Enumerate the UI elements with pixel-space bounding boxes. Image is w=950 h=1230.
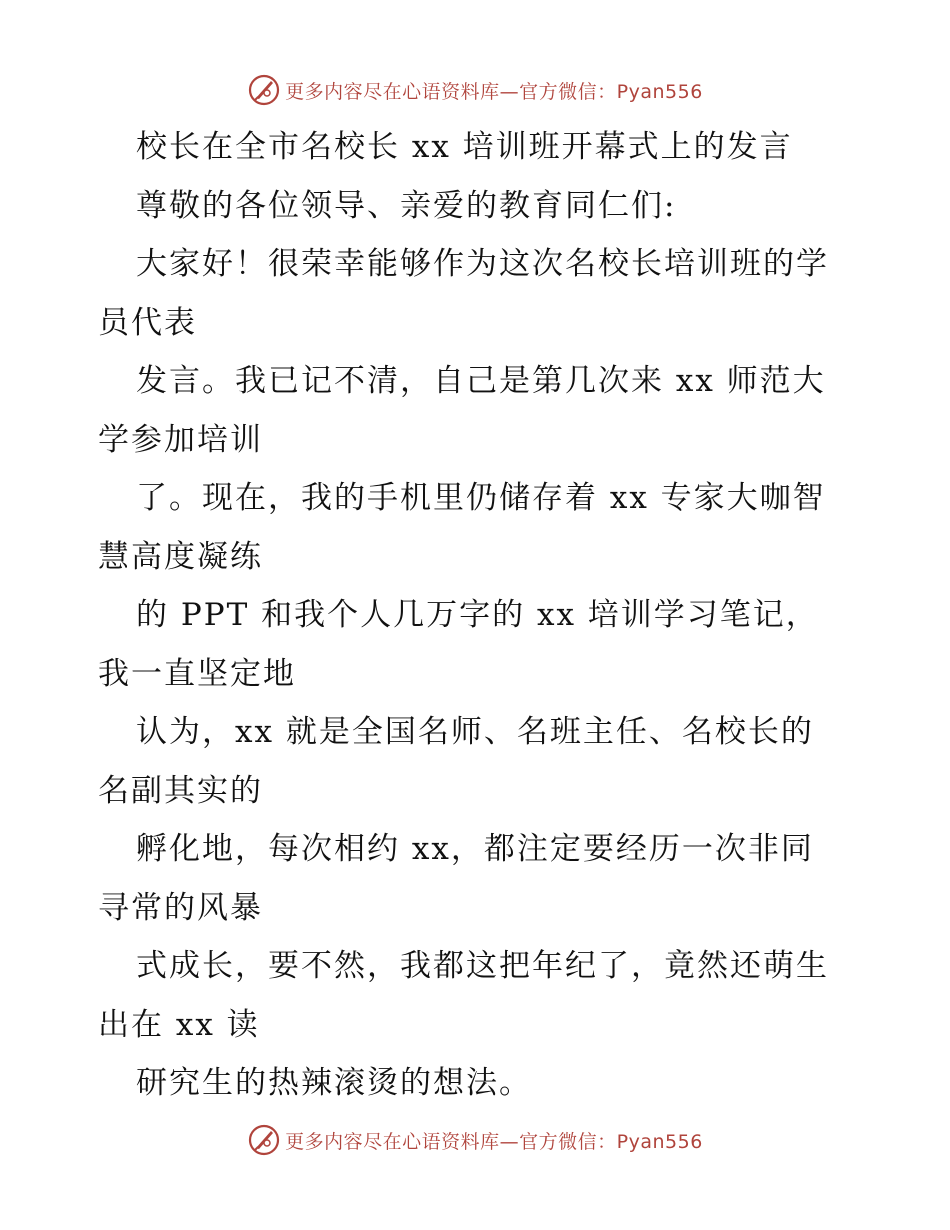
doc-line: 员代表: [98, 304, 197, 341]
quill-pen-logo-icon: [247, 73, 281, 107]
doc-line: 尊敬的各位领导、亲爱的教育同仁们:: [136, 187, 677, 224]
doc-line: 了。现在，我的手机里仍储存着 xx 专家大咖智: [136, 480, 826, 516]
quill-pen-logo-icon: [247, 1123, 281, 1157]
banner-text: 更多内容尽在心语资料库—官方微信：Pyan556: [285, 1130, 703, 1153]
header-banner: [0, 70, 950, 110]
doc-line: 学参加培训: [98, 421, 263, 458]
doc-line: 寻常的风暴: [98, 889, 263, 926]
doc-line: 的 PPT 和我个人几万字的 xx 培训学习笔记，: [136, 597, 819, 633]
doc-line: 大家好！很荣幸能够作为这次名校长培训班的学: [136, 246, 829, 282]
doc-title-line: 校长在全市名校长 xx 培训班开幕式上的发言: [136, 129, 793, 165]
doc-line: 研究生的热辣滚烫的想法。: [136, 1065, 532, 1101]
doc-line: 式成长，要不然，我都这把年纪了，竟然还萌生: [136, 948, 829, 984]
document-body: [98, 118, 858, 1113]
banner-text: 更多内容尽在心语资料库—官方微信：Pyan556: [285, 80, 703, 103]
doc-line: 认为，xx 就是全国名师、名班主任、名校长的: [136, 714, 814, 750]
doc-line: 发言。我已记不清，自己是第几次来 xx 师范大: [136, 363, 826, 399]
footer-banner: [0, 1120, 950, 1160]
doc-line: 出在 xx 读: [98, 1006, 260, 1043]
doc-line: 我一直坚定地: [98, 655, 296, 692]
doc-line: 孵化地，每次相约 xx，都注定要经历一次非同: [136, 831, 814, 867]
doc-line: 慧高度凝练: [98, 538, 263, 575]
doc-line: 名副其实的: [98, 772, 263, 809]
